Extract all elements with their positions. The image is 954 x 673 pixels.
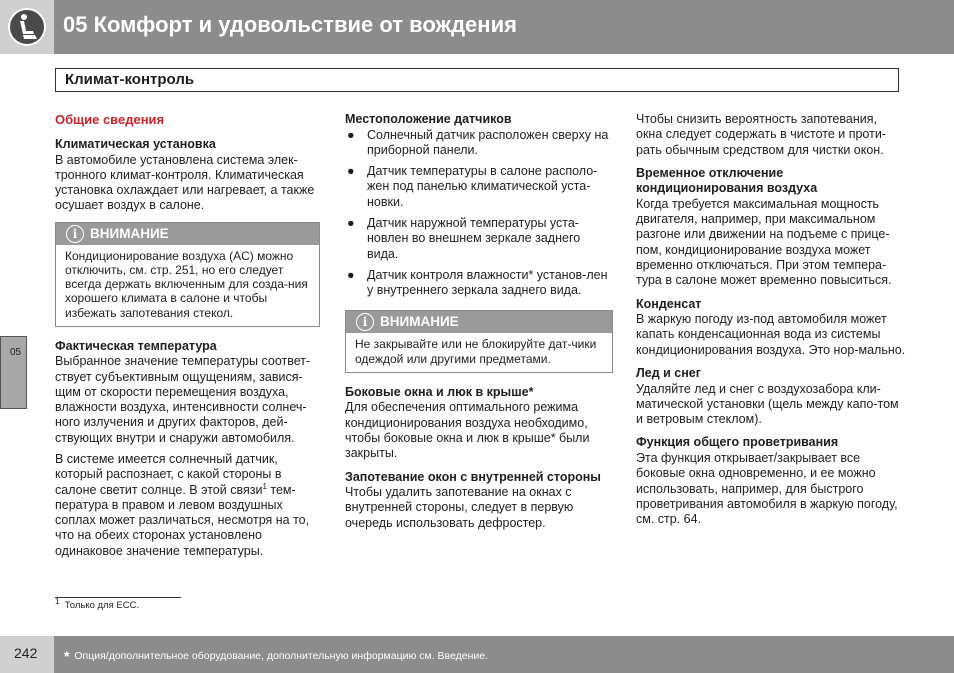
bullet-icon: ●: [347, 267, 355, 282]
reduce-fogging-text: Чтобы снизить вероятность запотевания, окна следует содержать в чистоте и проти-рать обычным средством для чистки окон.: [636, 112, 886, 157]
side-windows-heading: Боковые окна и люк в крыше*: [345, 384, 534, 399]
list-item: ● Датчик контроля влажности* установ-лен у внутреннего зеркала заднего вида.: [347, 267, 608, 298]
side-tab-label: 05: [10, 347, 22, 358]
ventilation-text: Эта функция открывает/закрывает все боковые окна одновременно, и ее можно использовать, например, для быстрого проветривания автомобиля в жаркую погоду, см. стр. 64.: [636, 450, 898, 527]
info-icon: i: [66, 225, 84, 243]
warning-label: ВНИМАНИЕ: [90, 225, 169, 241]
temporary-ac-off-text: Когда требуется максимальная мощность двигателя, например, при максимальном разгоне или движении на подъеме с прице-пом, кондиционирование воздуха может временно отключаться. При этом темпера-тура в салоне может временно повыситься.: [636, 196, 892, 288]
warning-box: [55, 222, 320, 327]
climate-system-heading: Климатическая установка: [55, 137, 216, 151]
sun-sensor-text: В системе имеется солнечный датчик, который распознает, с какой стороны в салоне светит солнце. В этой связи$^1$ тем-пература в правом и левом воздушных соплах может различаться, несмотря на то, что на обеих сторонах установлено одинаковое значение температуры.: [55, 451, 310, 558]
actual-temperature-text: Выбранное значение температуры соответ-ствует субъективным ощущениям, завися-щим от скорости перемещения воздуха, влажности воздуха, интенсивности солнеч-ного излучения и других факторов, дей-ствующих внутри и снаружи автомобиля.: [55, 354, 311, 445]
footer-note: * Опция/дополнительное оборудование, дополнительную информацию см. Введение.: [64, 648, 489, 664]
sensor-location-heading: Местоположение датчиков: [345, 112, 512, 126]
section-bar: [55, 68, 899, 92]
bullet-icon: ●: [347, 127, 355, 142]
fogging-text: Чтобы удалить запотевание на окнах с внутренней стороны, следует в первую очередь использовать дефростер.: [345, 485, 574, 530]
chapter-side-tab[interactable]: [0, 336, 27, 409]
chapter-title: 05 Комфорт и удовольствие от вождения: [63, 12, 517, 37]
condensate-heading: Конденсат: [636, 296, 702, 311]
list-item: ● Датчик температуры в салоне располо-жен под панелью климатической уста-новки.: [347, 164, 598, 209]
footnote-ref[interactable]: 1: [262, 481, 267, 491]
sensor-list: [345, 128, 613, 299]
warning-header: [346, 311, 612, 333]
column-2: [345, 112, 613, 531]
general-info-heading: Общие сведения: [55, 112, 165, 127]
ice-snow-text: Удаляйте лед и снег с воздухозабора кли-матической установки (щель между капо-том и ветровым стеклом).: [636, 381, 899, 427]
section-title: Климат-контроль: [65, 71, 195, 88]
warning-text: Не закрывайте или не блокируйте дат-чики одеждой или другими предметами.: [355, 337, 597, 366]
warning-label: ВНИМАНИЕ: [380, 314, 459, 330]
bullet-icon: ●: [347, 215, 355, 230]
list-item: ● Солнечный датчик расположен сверху на приборной панели.: [347, 127, 609, 157]
info-icon: i: [356, 313, 374, 331]
seat-icon: [7, 7, 47, 47]
chapter-icon-box: [0, 0, 54, 54]
actual-temperature-heading: Фактическая температура: [55, 338, 217, 353]
climate-system-text: В автомобиле установлена система элек-тронного климат-контроля. Климатическая установка охлаждает или нагревает, а также осушает воздух в салоне.: [55, 152, 315, 213]
temporary-ac-off-heading: Временное отключение кондиционирования воздуха: [636, 165, 818, 196]
page-number: 242: [14, 645, 38, 661]
warning-box: [345, 310, 613, 372]
fogging-heading: Запотевание окон с внутренней стороны: [345, 469, 601, 484]
condensate-text: В жаркую погоду из-под автомобиля может капать конденсационная вода из системы кондиционирования воздуха. Это нор-мально.: [636, 312, 906, 357]
star-icon: *: [64, 648, 70, 664]
footnote: $^1$ Только для ECC.: [55, 596, 140, 611]
page-number-box: [0, 636, 54, 673]
warning-text: Кондиционирование воздуха (AC) можно отключить, см. стр. 251, но его следует всегда держать включенным для созда-ния хорошего климата в салоне и чтобы избежать запотевания стекол.: [65, 248, 308, 320]
column-3: [636, 112, 906, 527]
side-windows-text: Для обеспечения оптимального режима кондиционирования воздуха необходимо, чтобы боковые окна и люк в крыше* были закрыты.: [345, 400, 590, 461]
warning-header: [56, 223, 319, 245]
footnote-divider: [55, 597, 181, 598]
column-1: [55, 112, 320, 559]
ventilation-heading: Функция общего проветривания: [636, 435, 839, 450]
ice-snow-heading: Лед и снег: [636, 366, 701, 381]
list-item: ● Датчик наружной температуры уста-новлен во внешнем зеркале заднего вида.: [347, 215, 581, 261]
bullet-icon: ●: [347, 164, 355, 179]
page-footer: [0, 636, 954, 673]
